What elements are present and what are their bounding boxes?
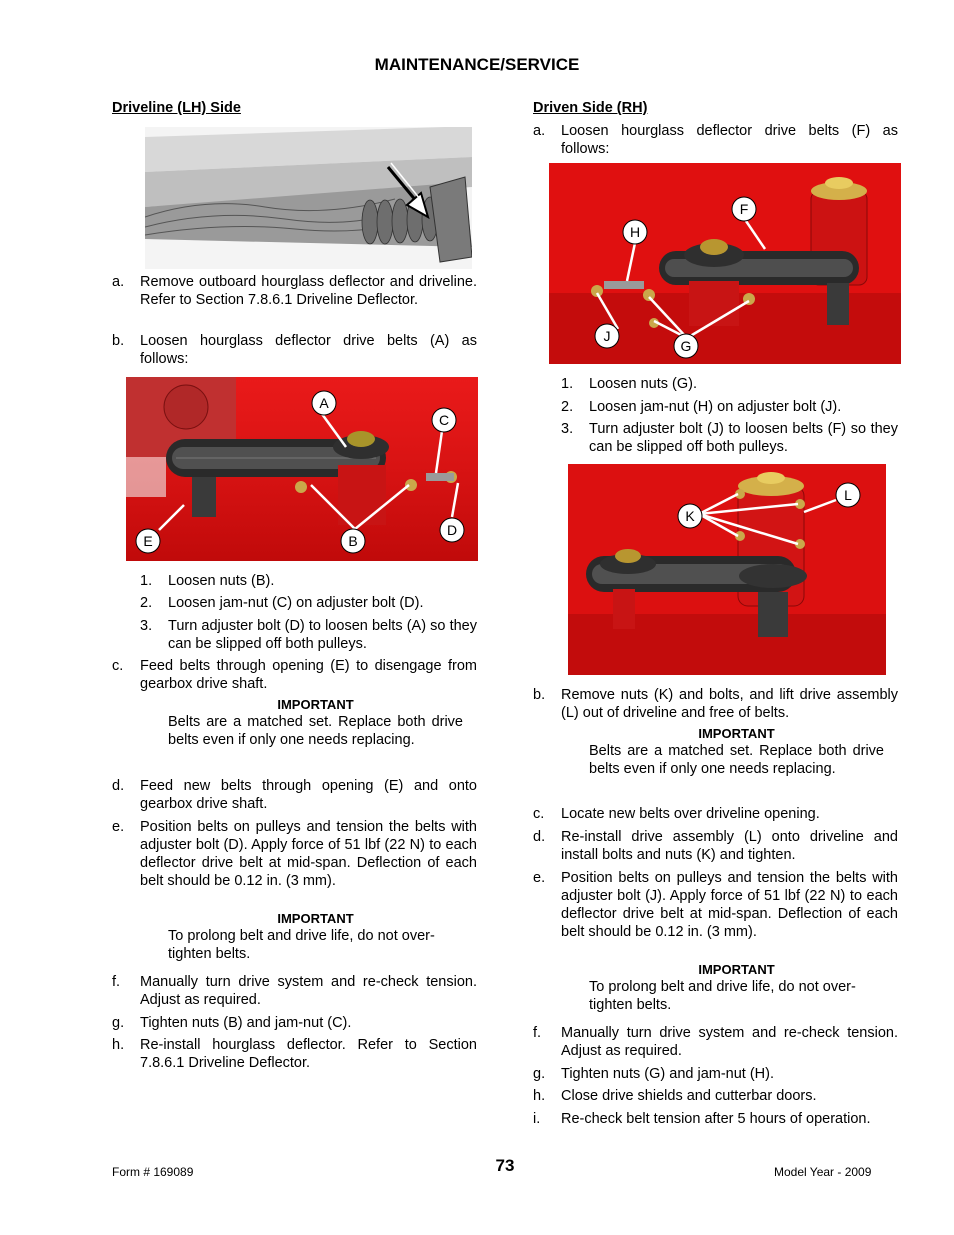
callout-l: L xyxy=(844,487,852,503)
important-note-right-1: IMPORTANT Belts are a matched set. Replace both drive belts even if only one needs replacing. xyxy=(589,726,884,777)
callout-b: B xyxy=(348,533,358,549)
footer-form-number: Form # 169089 xyxy=(112,1165,194,1179)
rh-belts-photo xyxy=(549,163,901,364)
callout-j: J xyxy=(603,328,611,344)
left-substep-2: 2. Loosen jam-nut (C) on adjuster bolt (D). xyxy=(140,595,424,611)
step-g-right: g. Tighten nuts (G) and jam-nut (H). xyxy=(533,1066,775,1082)
important-note-left-2: IMPORTANT To prolong belt and drive life, do not over-tighten belts. xyxy=(168,911,435,962)
callout-e: E xyxy=(143,533,153,549)
important-note-left-1: IMPORTANT Belts are a matched set. Replace both drive belts even if only one needs replacing. xyxy=(168,697,463,748)
step-a-left: a. Remove outboard hourglass deflector and driveline. Refer to Section 7.8.6.1 Driveline Deflector. xyxy=(112,274,477,308)
step-d-left: d. Feed new belts through opening (E) and onto gearbox drive shaft. xyxy=(112,778,477,812)
callout-f: F xyxy=(739,201,749,217)
lh-belts-photo xyxy=(126,377,478,561)
right-substep-3: 3. Turn adjuster bolt (J) to loosen belts (F) so they can be slipped off both pulleys. xyxy=(561,421,898,455)
callout-k: K xyxy=(685,508,695,524)
step-e-right: e. Position belts on pulleys and tension the belts with adjuster bolt (J). Apply force of 51 lbf (22 N) to each deflector drive belt at mid-span. Deflection of each belt should be 0.12 in. (3 mm). xyxy=(533,870,898,940)
step-b-left: b. Loosen hourglass deflector drive belts (A) as follows: xyxy=(112,333,477,367)
section-heading-driven: Driven Side (RH) xyxy=(533,100,648,116)
step-d-right: d. Re-install drive assembly (L) onto driveline and install bolts and nuts (K) and tighten. xyxy=(533,829,898,863)
callout-g: G xyxy=(680,338,692,354)
left-substep-3: 3. Turn adjuster bolt (D) to loosen belts (A) so they can be slipped off both pulleys. xyxy=(140,618,477,652)
page-title: MAINTENANCE/SERVICE xyxy=(374,55,580,74)
step-g-left: g. Tighten nuts (B) and jam-nut (C). xyxy=(112,1015,352,1031)
step-i-right: i. Re-check belt tension after 5 hours of operation. xyxy=(533,1111,871,1127)
callout-d: D xyxy=(446,522,458,538)
footer-model-year: Model Year - 2009 xyxy=(774,1165,872,1179)
rh-drive-assembly-photo xyxy=(568,464,886,675)
page-number: 73 xyxy=(495,1156,515,1175)
step-h-left: h. Re-install hourglass deflector. Refer to Section 7.8.6.1 Driveline Deflector. xyxy=(112,1037,477,1071)
left-substep-1: 1. Loosen nuts (B). xyxy=(140,573,275,589)
step-e-left: e. Position belts on pulleys and tension the belts with adjuster bolt (D). Apply force of 51 lbf (22 N) to each deflector drive belt at mid-span. Deflection of each belt should be 0.12 in. (3 mm). xyxy=(112,819,477,889)
right-substep-1: 1. Loosen nuts (G). xyxy=(561,376,697,392)
important-note-right-2: IMPORTANT To prolong belt and drive life, do not over-tighten belts. xyxy=(589,962,856,1013)
step-c-right: c. Locate new belts over driveline opening. xyxy=(533,806,820,822)
step-f-right: f. Manually turn drive system and re-check tension. Adjust as required. xyxy=(533,1025,898,1059)
right-substep-2: 2. Loosen jam-nut (H) on adjuster bolt (J). xyxy=(561,399,842,415)
callout-h: H xyxy=(629,224,641,240)
callout-a: A xyxy=(319,395,329,411)
driveline-overview-photo xyxy=(145,127,472,269)
section-heading-driveline: Driveline (LH) Side xyxy=(112,100,241,116)
step-h-right: h. Close drive shields and cutterbar doors. xyxy=(533,1088,817,1104)
step-f-left: f. Manually turn drive system and re-check tension. Adjust as required. xyxy=(112,974,477,1008)
step-b-right: b. Remove nuts (K) and bolts, and lift drive assembly (L) out of driveline and free of belts. xyxy=(533,687,898,721)
step-a-right: a. Loosen hourglass deflector drive belts (F) as follows: xyxy=(533,123,898,157)
step-c-left: c. Feed belts through opening (E) to disengage from gearbox drive shaft. xyxy=(112,658,477,692)
callout-c: C xyxy=(438,412,450,428)
